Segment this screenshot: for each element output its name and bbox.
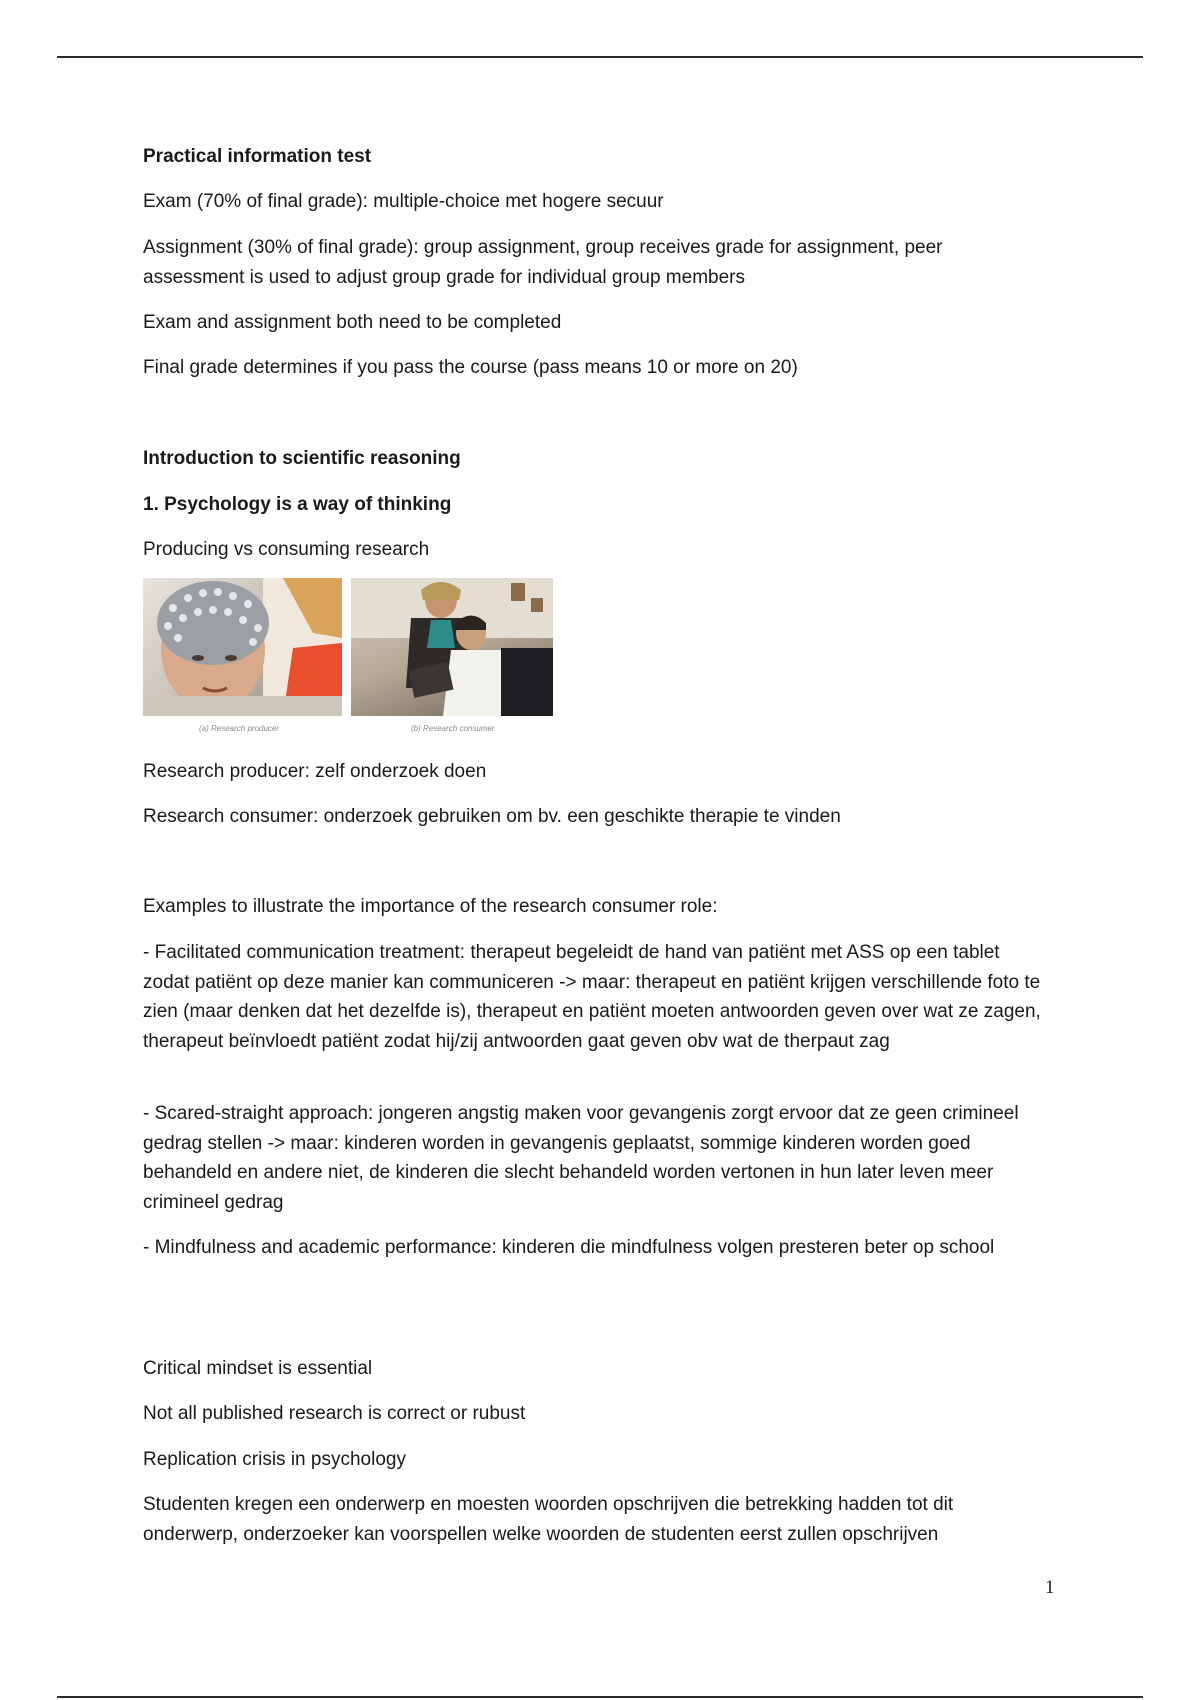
students-experiment-text: Studenten kregen een onderwerp en moesten woorden opschrijven die betrekking hadden tot dit onderwerp, onderzoeker kan voorspellen welke woorden de studenten eerst zullen opschrijven [143,1494,954,1545]
section-heading-practical: Practical information test [143,146,372,167]
research-figure [143,578,558,740]
section-heading-intro: Introduction to scientific reasoning [143,448,461,469]
examples-intro-text: Examples to illustrate the importance of the research consumer role: [143,896,718,917]
page-number: 1 [1045,1577,1055,1598]
not-all-research-text: Not all published research is correct or rubust [143,1403,526,1424]
replication-crisis-text: Replication crisis in psychology [143,1449,406,1470]
producing-vs-consuming-text: Producing vs consuming research [143,539,430,560]
both-completed-text: Exam and assignment both need to be completed [143,312,562,333]
example-facilitated-communication: - Facilitated communication treatment: therapeut begeleidt de hand van patiënt met ASS op een tablet zodat patiënt op deze manier kan communiceren -> maar: therapeut en patiënt krijgen verschillende foto te zien (maar denken dat het dezelfde is), therapeut en patiënt moeten antwoorden geven over wat ze zagen, therapeut beïnvloedt patiënt zodat hij/zij antwoorden gaat geven obv wat de therpaut zag [143,942,1041,1052]
top-rule [57,56,1143,58]
exam-text: Exam (70% of final grade): multiple-choice met hogere secuur [143,191,664,212]
subheading-psychology: 1. Psychology is a way of thinking [143,494,452,515]
research-consumer-text: Research consumer: onderzoek gebruiken om bv. een geschikte therapie te vinden [143,806,841,827]
critical-mindset-text: Critical mindset is essential [143,1358,373,1379]
bottom-rule [57,1696,1143,1698]
assignment-text: Assignment (30% of final grade): group assignment, group receives grade for assignment, peer assessment is used to adjust group grade for individual group members [143,237,943,288]
figure-caption-producer: (a) Research producer [199,724,280,733]
final-grade-text: Final grade determines if you pass the course (pass means 10 or more on 20) [143,357,798,378]
research-producer-text: Research producer: zelf onderzoek doen [143,761,487,782]
research-consumer-photo [351,578,553,716]
example-mindfulness: - Mindfulness and academic performance: kinderen die mindfulness volgen presteren beter op school [143,1237,995,1258]
figure-caption-consumer: (b) Research consumer [411,724,495,733]
research-producer-photo [143,578,342,716]
example-scared-straight: - Scared-straight approach: jongeren angstig maken voor gevangenis zorgt ervoor dat ze geen crimineel gedrag stellen -> maar: kinderen worden in gevangenis geplaatst, sommige kinderen worden goed behandeld en andere niet, de kinderen die slecht behandeld worden vertonen in hun later leven meer crimineel gedrag [143,1103,1019,1213]
